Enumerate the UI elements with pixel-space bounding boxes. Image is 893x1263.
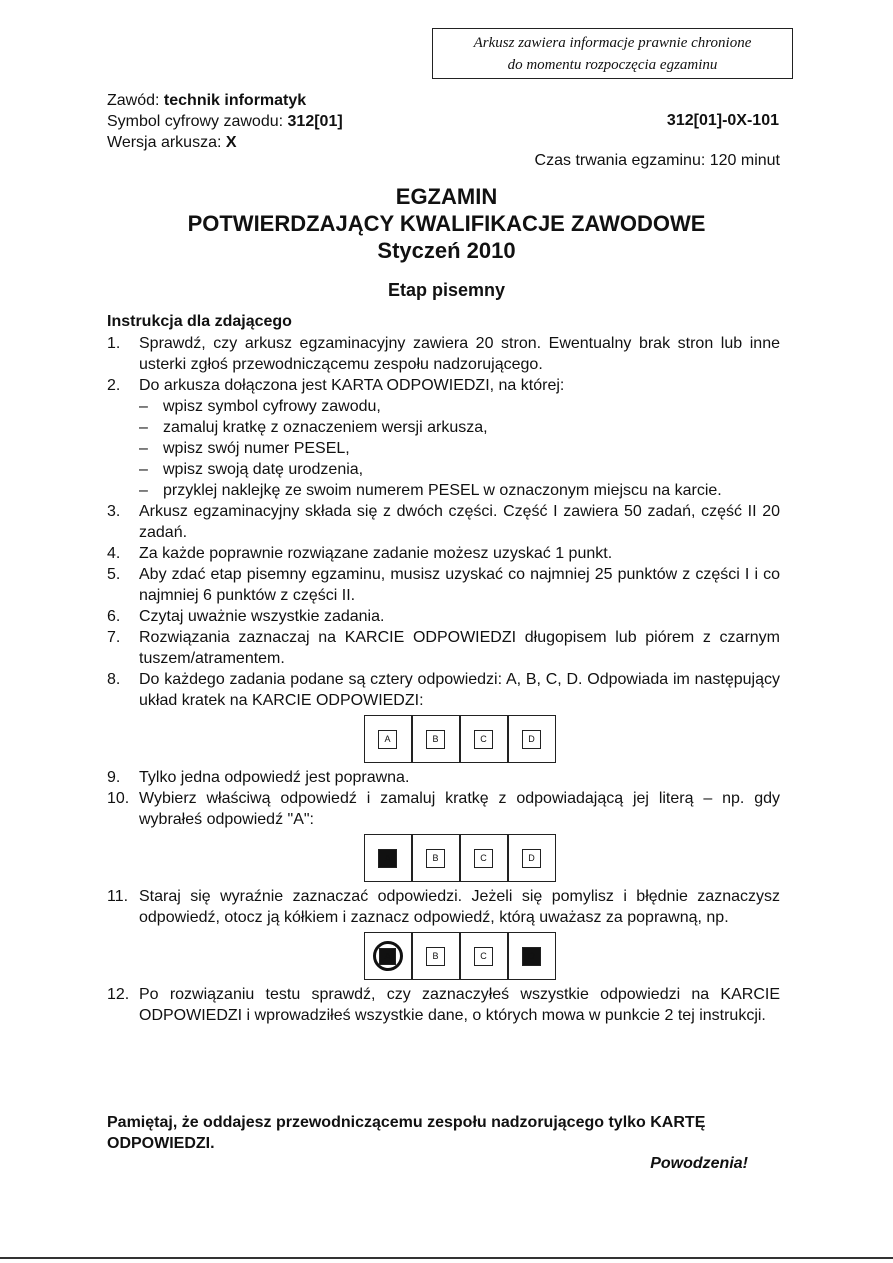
version-line	[107, 132, 237, 153]
answer-cell-a	[364, 932, 412, 980]
remember-note: Pamiętaj, że oddajesz przewodniczącemu zespołu nadzorującego tylko KARTĘ ODPOWIEDZI.	[107, 1114, 706, 1152]
answer-box-b: B	[426, 730, 445, 749]
answer-cell-d	[508, 932, 556, 980]
instruction-item: 4. Za każde poprawnie rozwiązane zadanie możesz uzyskać 1 punkt.	[107, 545, 613, 562]
instruction-item: 9. Tylko jedna odpowiedź jest poprawna.	[107, 769, 410, 786]
notice-line-1: Arkusz zawiera informacje prawnie chronione	[473, 35, 752, 51]
title-line-1: EGZAMIN	[395, 184, 498, 209]
notice-line-2: do momentu rozpoczęcia egzaminu	[507, 57, 718, 73]
sub-item: – przyklej naklejkę ze swoim numerem PESEL w oznaczonym miejscu na karcie.	[139, 482, 722, 499]
sub-item: – wpisz swój numer PESEL,	[139, 440, 350, 457]
correction-circle-icon	[373, 941, 403, 971]
symbol-label: Symbol cyfrowy zawodu:	[107, 113, 284, 130]
answer-box-d: D	[522, 730, 541, 749]
symbol-line	[107, 111, 343, 132]
instruction-item: 3. Arkusz egzaminacyjny składa się z dwóch części. Część I zawiera 50 zadań, część II 20 zadań.	[107, 503, 780, 541]
profession-label: Zawód:	[107, 92, 160, 109]
answer-cell-a	[364, 715, 412, 763]
instruction-item: 7. Rozwiązania zaznaczaj na KARCIE ODPOWIEDZI długopisem lub piórem z czarnym tuszem/atramentem.	[107, 629, 780, 667]
answer-cell-c	[460, 932, 508, 980]
answer-box-d-filled: D	[522, 947, 541, 966]
instruction-item: 10. Wybierz właściwą odpowiedź i zamaluj kratkę z odpowiadającą jej literą – np. gdy wybrałeś odpowiedź "A":	[107, 790, 780, 828]
instruction-item: 11. Staraj się wyraźnie zaznaczać odpowiedzi. Jeżeli się pomylisz i błędnie zaznaczysz odpowiedź, otocz ją kółkiem i zaznacz odpowiedź, którą uważasz za poprawną, np.	[107, 888, 780, 926]
sub-item: – zamaluj kratkę z oznaczeniem wersji arkusza,	[139, 419, 488, 436]
good-luck: Powodzenia!	[650, 1155, 748, 1172]
answer-cell-a	[364, 834, 412, 882]
instruction-item: 5. Aby zdać etap pisemny egzaminu, musisz uzyskać co najmniej 25 punktów z części I i co najmniej 6 punktów z części II.	[107, 566, 780, 604]
answer-box-a: A	[378, 730, 397, 749]
exam-duration: Czas trwania egzaminu: 120 minut	[534, 152, 780, 169]
instruction-item: 6. Czytaj uważnie wszystkie zadania.	[107, 608, 385, 625]
title-line-3: Styczeń 2010	[377, 238, 516, 263]
profession-line	[107, 90, 306, 111]
answer-cell-c	[460, 715, 508, 763]
profession-value: technik informatyk	[163, 92, 307, 109]
sheet-code: 312[01]-0X-101	[666, 112, 779, 129]
answer-box-b: B	[426, 947, 445, 966]
answer-cell-d	[508, 834, 556, 882]
instructions-list	[107, 333, 780, 1026]
answer-box-d: D	[522, 849, 541, 868]
instruction-item: 8. Do każdego zadania podane są cztery odpowiedzi: A, B, C, D. Odpowiada im następujący układ kratek na KARCIE ODPOWIEDZI:	[107, 671, 780, 709]
answer-box-c: C	[474, 849, 493, 868]
instruction-item: 1. Sprawdź, czy arkusz egzaminacyjny zawiera 20 stron. Ewentualny brak stron lub inne usterki zgłoś przewodniczącemu zespołu nadzorującego.	[107, 335, 780, 373]
answer-cell-b	[412, 715, 460, 763]
stage-title: Etap pisemny	[387, 280, 506, 300]
answer-box-c: C	[474, 947, 493, 966]
answer-grid-example-corrected	[107, 932, 780, 980]
title-line-2: POTWIERDZAJĄCY KWALIFIKACJE ZAWODOWE	[187, 211, 706, 236]
sub-item: – wpisz swoją datę urodzenia,	[139, 461, 364, 478]
answer-cell-b	[412, 834, 460, 882]
answer-box-b: B	[426, 849, 445, 868]
version-value: X	[225, 134, 237, 151]
answer-grid-example-empty	[107, 715, 780, 763]
sub-item: – wpisz symbol cyfrowy zawodu,	[139, 398, 381, 415]
confidential-notice-box	[432, 28, 793, 79]
answer-cell-b	[412, 932, 460, 980]
version-label: Wersja arkusza:	[107, 134, 222, 151]
instruction-item: 2. Do arkusza dołączona jest KARTA ODPOWIEDZI, na której: – wpisz symbol cyfrowy zawodu, – zamaluj kratkę z oznaczeniem wersji arkusza, – wpisz swój numer PESEL, – wpisz swoją datę urodzenia, – przyklej naklejkę ze swoim numerem PESEL w oznaczonym miejscu na karcie.	[107, 375, 780, 501]
answer-cell-c	[460, 834, 508, 882]
answer-grid-example-filled	[107, 834, 780, 882]
answer-box-a-filled: A	[379, 948, 396, 965]
instruction-item: 12. Po rozwiązaniu testu sprawdź, czy zaznaczyłeś wszystkie odpowiedzi na KARCIE ODPOWIEDZI i wprowadziłeś wszystkie dane, o których mowa w punkcie 2 tej instrukcji.	[107, 986, 780, 1024]
answer-cell-d	[508, 715, 556, 763]
answer-box-c: C	[474, 730, 493, 749]
answer-box-a-filled: A	[378, 849, 397, 868]
symbol-value: 312[01]	[287, 113, 343, 130]
bottom-divider	[0, 1257, 893, 1259]
instructions-heading: Instrukcja dla zdającego	[107, 313, 292, 330]
